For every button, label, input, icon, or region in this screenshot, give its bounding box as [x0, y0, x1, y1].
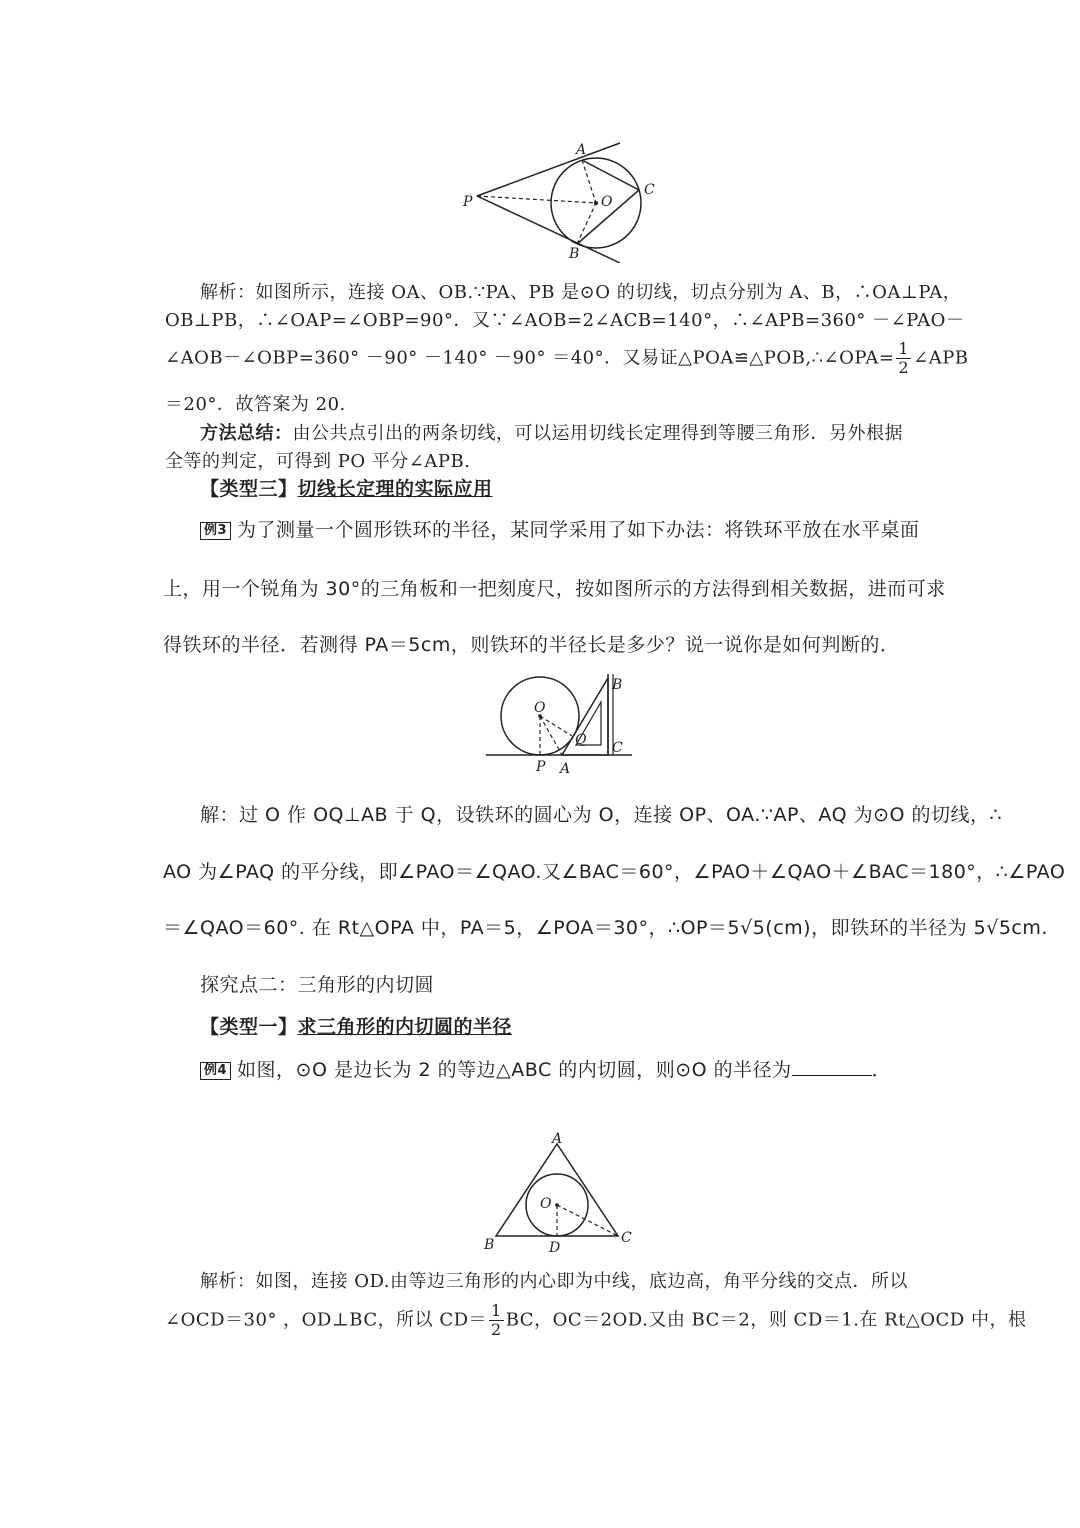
fig2-label-Q: Q [575, 732, 587, 748]
analysis1-line4: ＝20°．故答案为 20. [165, 394, 346, 415]
solution3-line2: AO 为∠PAQ 的平分线，即∠PAO＝∠QAO.又∠BAC＝60°，∠PAO＋∠QAO＋∠BAC＝180°，∴∠PAO [163, 861, 1066, 883]
solution3-line3: ＝∠QAO＝60°. 在 Rt△OPA 中，PA＝5，∠POA＝30°，∴OP＝5√5(cm)，即铁环的半径为 5√5cm. [163, 917, 1048, 939]
fraction-one-half-2: $\frac{1}{2}$ [491, 1301, 502, 1339]
figure-iron-ring [484, 672, 634, 777]
analysis4-line1: 解析：如图，连接 OD.由等边三角形的内心即为中线，底边高，角平分线的交点．所以 [200, 1271, 908, 1292]
fig1-label-O: O [601, 194, 613, 210]
fig1-label-B: B [569, 246, 580, 262]
example4-tag: 例4 [200, 1062, 231, 1080]
fig3-label-O: O [540, 1196, 552, 1212]
type3-heading: 【类型三】切线长定理的实际应用 [200, 478, 493, 500]
example3-line1: 例3 为了测量一个圆形铁环的半径，某同学采用了如下办法：将铁环平放在水平桌面 [200, 515, 920, 542]
fig2-label-A: A [560, 761, 571, 777]
fig3-label-C: C [621, 1230, 632, 1246]
section-point2: 探究点二：三角形的内切圆 [200, 974, 435, 996]
fig3-label-B: B [484, 1237, 495, 1253]
figure-tangent-lines [455, 138, 665, 263]
analysis1-line1: 解析：如图所示，连接 OA、OB.∵PA、PB 是⊙O 的切线，切点分别为 A、B，∴OA⊥PA， [200, 282, 962, 303]
fig2-label-O: O [534, 700, 546, 716]
method-summary: 方法总结：由公共点引出的两条切线，可以运用切线长定理得到等腰三角形．另外根据 [200, 423, 903, 444]
fraction-one-half: $\frac{1}{2}$ [898, 339, 910, 377]
example3-tag: 例3 [200, 522, 231, 540]
type1-heading: 【类型一】求三角形的内切圆的半径 [200, 1016, 513, 1038]
fig2-label-C: C [612, 740, 623, 756]
example4: 例4 如图，⊙O 是边长为 2 的等边△ABC 的内切圆，则⊙O 的半径为 ． [200, 1055, 891, 1082]
fig3-label-D: D [549, 1240, 561, 1256]
fig1-label-C: C [644, 182, 655, 198]
example3-line2: 上，用一个锐角为 30°的三角板和一把刻度尺，按如图所示的方法得到相关数据，进而可求 [163, 578, 946, 600]
analysis1-line3: ∠AOB－∠OBP=360° －90° －140° －90° ＝40°．又易证△POA≌△POB,∴∠OPA= $\frac{1}{2}$ ∠APB [165, 339, 969, 377]
fig2-label-B: B [612, 677, 623, 693]
fig2-label-P: P [536, 759, 546, 775]
fig1-label-P: P [463, 194, 473, 210]
fig3-label-A: A [552, 1131, 563, 1147]
answer-blank [792, 1061, 872, 1076]
example3-line3: 得铁环的半径．若测得 PA＝5cm，则铁环的半径长是多少？说一说你是如何判断的． [163, 634, 900, 656]
analysis4-line2: ∠OCD＝30° ，OD⊥BC，所以 CD＝ $\frac{1}{2}$ BC，OC＝2OD.又由 BC＝2，则 CD＝1.在 Rt△OCD 中，根 [165, 1301, 1027, 1339]
fig1-label-A: A [576, 142, 587, 158]
figure-incircle [478, 1128, 638, 1258]
method-summary-line2: 全等的判定，可得到 PO 平分∠APB. [165, 451, 471, 472]
analysis1-line2: OB⊥PB，∴∠OAP=∠OBP=90°．又∵∠AOB=2∠ACB=140°，∴∠APB=360° －∠PAO－ [165, 310, 965, 331]
solution3-line1: 解：过 O 作 OQ⊥AB 于 Q，设铁环的圆心为 O，连接 OP、OA.∵AP、AQ 为⊙O 的切线，∴ [200, 804, 1003, 826]
